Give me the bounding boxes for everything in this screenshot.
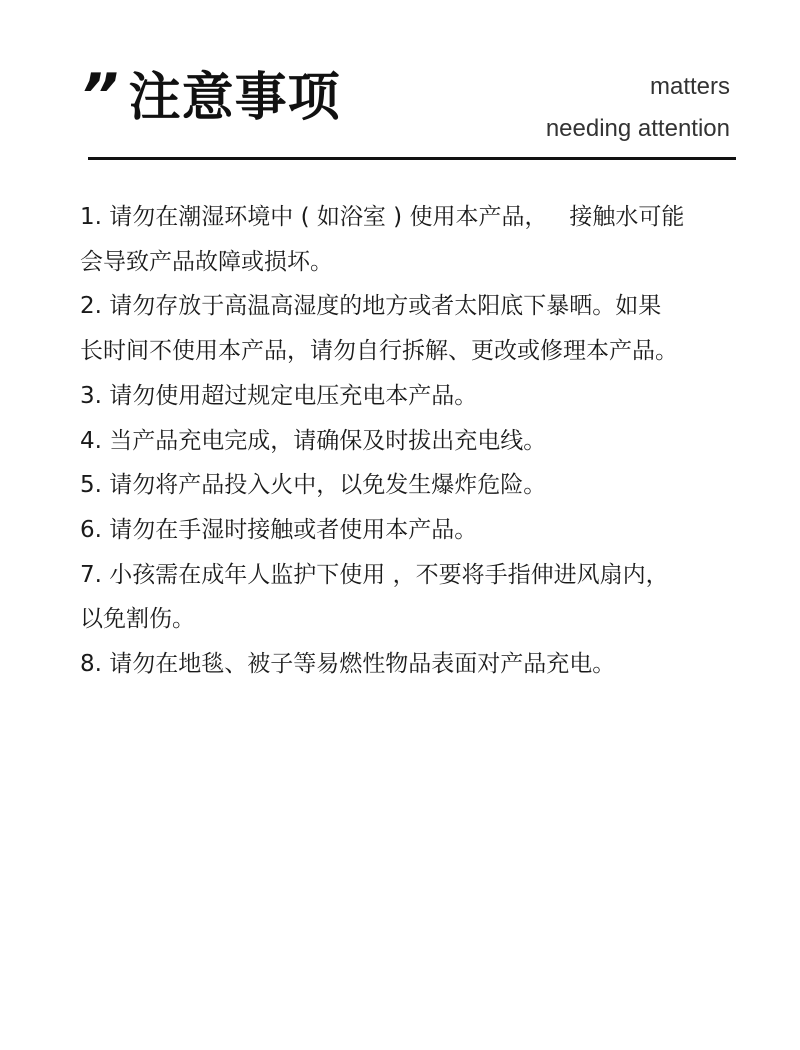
section-heading [80,61,341,131]
note-line: 4. 当产品充电完成，请确保及时拔出充电线。 [80,427,547,454]
notes-list [80,195,740,687]
section-title: 注意事项 [128,68,341,128]
note-line: 长时间不使用本产品，请勿自行拆解、更改或修理本产品。 [80,338,678,365]
english-subtitle-line-2: needing attention [545,115,730,142]
note-line: 以免割伤。 [80,606,195,633]
quote-mark-icon: ” [80,61,119,131]
note-line: 5. 请勿将产品投入火中，以免发生爆炸危险。 [80,472,547,499]
cropped-previous-heading [80,0,500,8]
note-line: 8. 请勿在地毯、被子等易燃性物品表面对产品充电。 [80,651,616,678]
english-subtitle [546,66,730,150]
note-line: 7. 小孩需在成年人监护下使用 ，不要将手指伸进风扇内， [80,561,669,588]
note-line: 1. 请勿在潮湿环境中 ( 如浴室 ) 使用本产品， 接触水可能 [80,204,685,230]
note-line: 3. 请勿使用超过规定电压充电本产品。 [80,382,478,409]
note-line: 会导致产品故障或损坏。 [80,248,333,275]
note-line: 6. 请勿在手湿时接触或者使用本产品。 [80,516,478,543]
heading-divider [88,157,736,160]
english-subtitle-line-1: matters [649,73,730,100]
note-line: 2. 请勿存放于高温高湿度的地方或者太阳底下暴晒。如果 [80,293,662,320]
